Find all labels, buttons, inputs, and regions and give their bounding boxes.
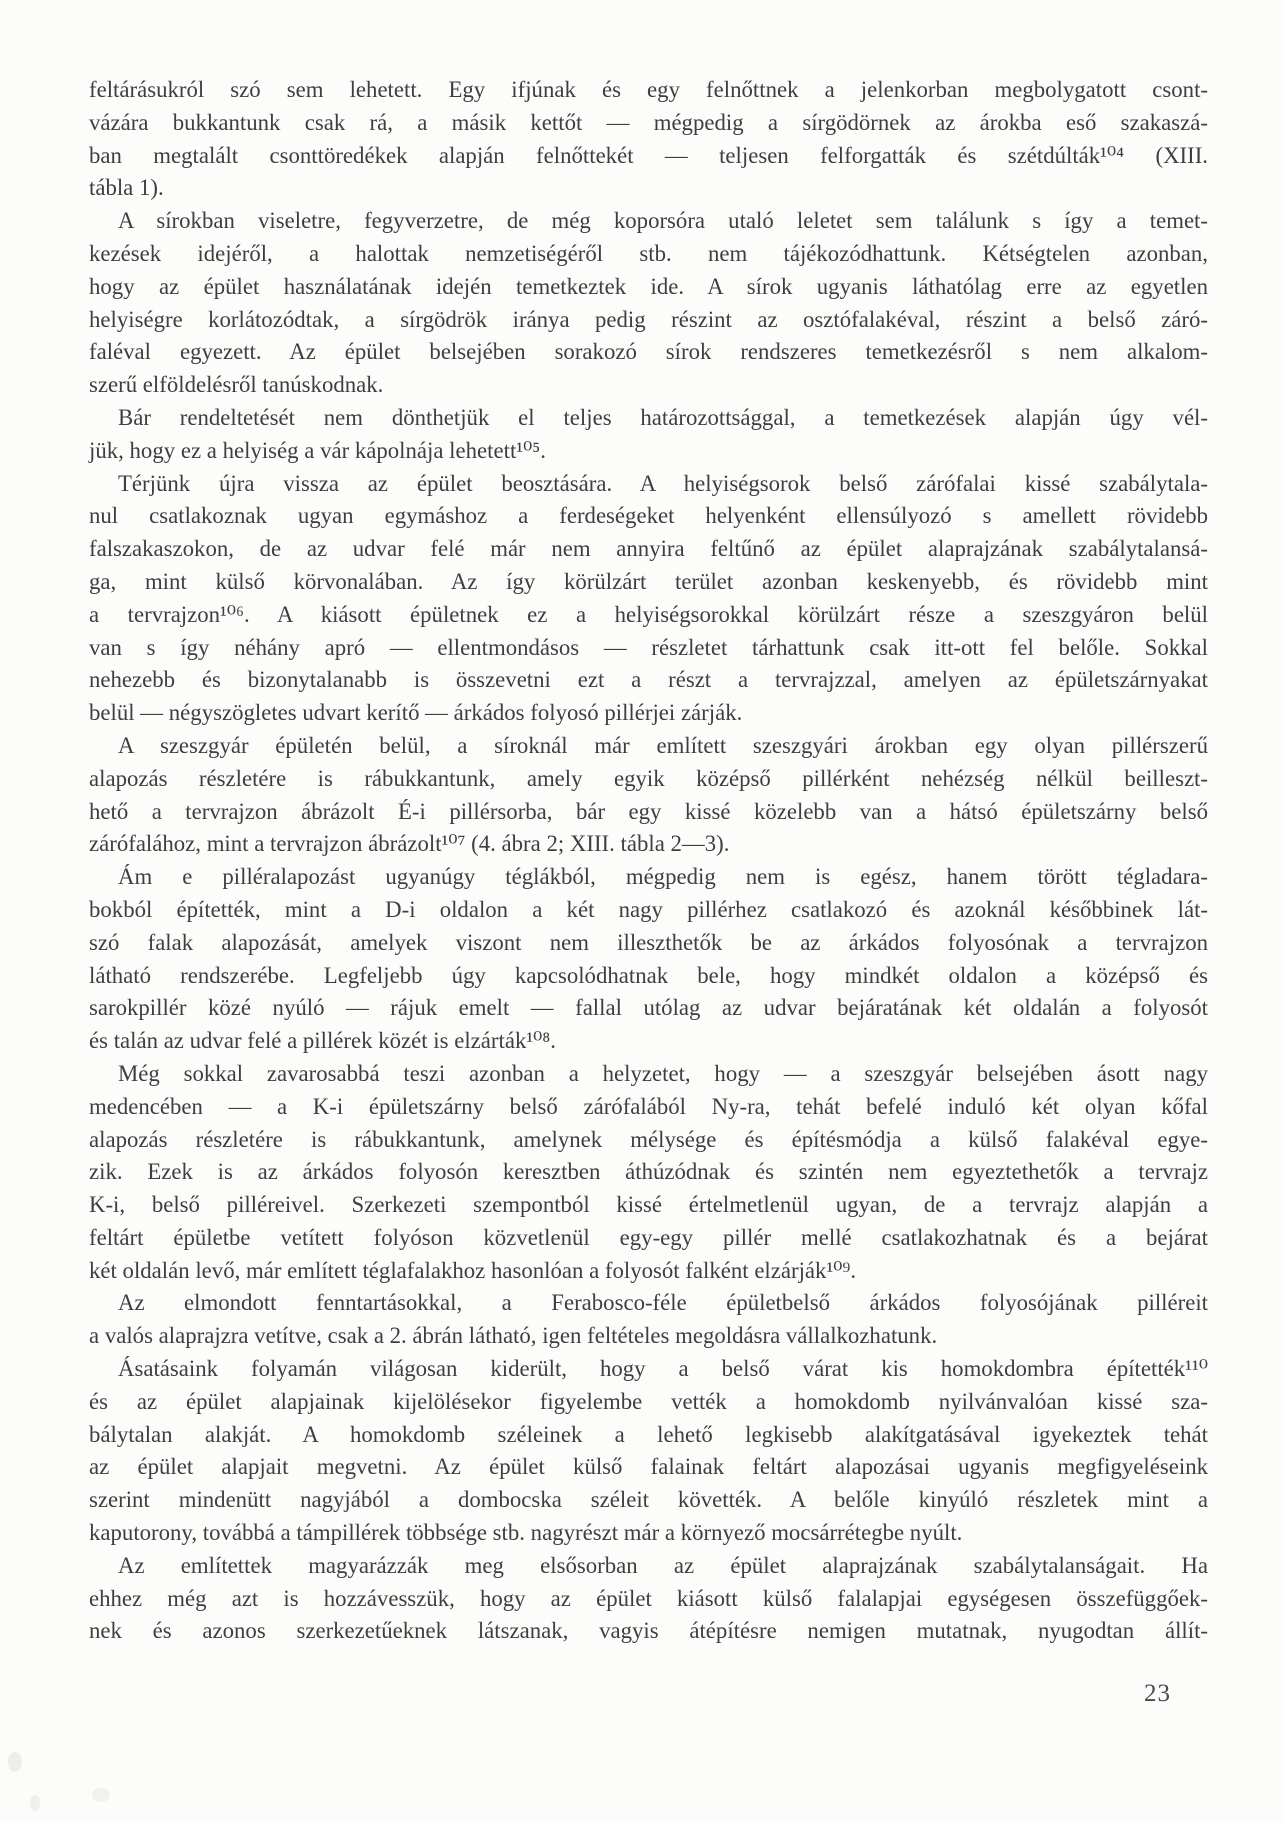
text-line: Még sokkal zavarosabbá teszi azonban a helyzetet, hogy — a szeszgyár belsejében ásott nagy	[118, 1060, 1208, 1086]
text-line: feltárásukról szó sem lehetett. Egy ifjúnak és egy felnőttnek a jelenkorban megbolygatott csont-	[89, 77, 1208, 102]
paragraph	[89, 402, 1208, 468]
text-line: nek és azonos szerkezetűeknek látszanak, vagyis átépítésre nemigen mutatnak, nyugodtan állít-	[89, 1618, 1208, 1644]
text-line: Az említettek magyarázzák meg elsősorban az épület alaprajzának szabálytalanságait. Ha	[118, 1552, 1208, 1578]
text-line: alapozás részletére is rábukkantunk, amelynek mélysége és építésmódja a külső falakéval egye-	[89, 1126, 1208, 1152]
text-line: K-i, belső pilléreivel. Szerkezeti szempontból kissé értelmetlenül ugyan, de a tervrajz alapján a	[89, 1192, 1208, 1218]
scan-speck	[8, 1752, 22, 1772]
text-line: medencében — a K-i épületszárny belső zárófalából Ny-ra, tehát befelé induló két olyan kőfal	[89, 1093, 1208, 1119]
paragraph	[89, 1550, 1208, 1648]
paragraph	[89, 1058, 1208, 1288]
paragraph	[89, 468, 1208, 730]
text-line: faléval egyezett. Az épület belsejében sorakozó sírok rendszeres temetkezésről s nem alkalom-	[89, 339, 1208, 365]
paragraph	[89, 205, 1208, 402]
text-line: helyiségre korlátozódtak, a sírgödrök iránya pedig részint az osztófalakéval, részint a belső záró-	[89, 306, 1208, 332]
page-number: 23	[1144, 1680, 1171, 1707]
text-line: szerű elföldelésről tanúskodnak.	[89, 372, 384, 398]
scan-speck	[30, 1795, 40, 1811]
paragraph	[89, 74, 1208, 205]
paragraph	[89, 861, 1208, 1058]
text-line: Az elmondott fenntartásokkal, a Ferabosco-féle épületbelső árkádos folyosójának pilléreit	[118, 1290, 1208, 1316]
text-line: kaputorony, továbbá a támpillérek többsége stb. nagyrészt már a környező mocsárrétegbe nyúlt.	[89, 1520, 963, 1546]
text-line: vázára bukkantunk csak rá, a másik kettőt — mégpedig a sírgödörnek az árokba eső szakaszá-	[89, 109, 1208, 135]
text-block	[89, 74, 1208, 1648]
text-line: zik. Ezek is az árkádos folyosón keresztben áthúzódnak és szintén nem egyeztethetők a tervrajz	[89, 1159, 1208, 1185]
text-line: A szeszgyár épületén belül, a síroknál már említett szeszgyári árokban egy olyan pillérszerű	[118, 732, 1208, 758]
text-line: ehhez még azt is hozzávesszük, hogy az épület kiásott külső falalapjai egységesen összefüggőek-	[89, 1585, 1208, 1611]
text-line: szó falak alapozását, amelyek viszont nem illeszthetők be az árkádos folyosónak a tervrajzon	[89, 929, 1208, 955]
scan-speck	[92, 1788, 110, 1802]
text-line: zárófalához, mint a tervrajzon ábrázolt¹⁰⁷ (4. ábra 2; XIII. tábla 2—3).	[89, 831, 730, 857]
text-line: Bár rendeltetését nem dönthetjük el teljes határozottsággal, a temetkezések alapján úgy vél-	[118, 404, 1208, 430]
text-line: látható rendszerébe. Legfeljebb úgy kapcsolódhatnak bele, hogy mindkét oldalon a középső és	[89, 962, 1208, 988]
text-line: nul csatlakoznak ugyan egymáshoz a ferdeségeket helyenként ellensúlyozó s amellett rövidebb	[89, 503, 1208, 529]
text-line: a tervrajzon¹⁰⁶. A kiásott épületnek ez a helyiségsorokkal körülzárt része a szeszgyáron belül	[89, 601, 1208, 627]
text-line: ga, mint külső körvonalában. Az így körülzárt terület azonban keskenyebb, és rövidebb mint	[89, 568, 1208, 594]
text-line: falszakaszokon, de az udvar felé már nem annyira feltűnő az épület alaprajzának szabálytalansá-	[89, 536, 1208, 562]
text-line: és az épület alapjainak kijelölésekor figyelembe vették a homokdomb nyilvánvalóan kissé sza-	[89, 1388, 1208, 1414]
text-line: és talán az udvar felé a pillérek közét is elzárták¹⁰⁸.	[89, 1028, 556, 1054]
text-line: belül — négyszögletes udvart kerítő — árkádos folyosó pillérjei zárják.	[89, 700, 743, 726]
paragraph	[89, 1353, 1208, 1550]
text-line: a valós alaprajzra vetítve, csak a 2. ábrán látható, igen feltételes megoldásra vállalkozhatunk.	[89, 1323, 938, 1349]
text-line: van s így néhány apró — ellentmondásos — részletet tárhattunk csak itt-ott fel belőle. Sokkal	[89, 634, 1208, 660]
text-line: jük, hogy ez a helyiség a vár kápolnája lehetett¹⁰⁵.	[89, 437, 546, 463]
text-line: tábla 1).	[89, 175, 164, 201]
text-line: bálytalan alakját. A homokdomb széleinek a lehető legkisebb alakítgatásával igyekeztek tehát	[89, 1421, 1208, 1447]
text-line: feltárt épületbe vetített folyóson közvetlenül egy-egy pillér mellé csatlakozhatnak és a bejárat	[89, 1224, 1208, 1250]
text-line: bokból építették, mint a D-i oldalon a két nagy pillérhez csatlakozó és azoknál későbbinek lát-	[89, 896, 1208, 922]
text-line: Ásatásaink folyamán világosan kiderült, hogy a belső várat kis homokdombra építették¹¹⁰	[118, 1356, 1208, 1382]
text-line: A sírokban viseletre, fegyverzetre, de még koporsóra utaló leletet sem találunk s így a temet-	[118, 208, 1208, 234]
text-line: szerint mindenütt nagyjából a dombocska széleit követték. A belőle kinyúló részletek mint a	[89, 1487, 1208, 1513]
text-line: az épület alapjait megvetni. Az épület külső falainak feltárt alapozásai ugyanis megfigyeléseink	[89, 1454, 1208, 1480]
paragraph	[89, 1287, 1208, 1353]
text-line: Ám e pilléralapozást ugyanúgy téglákból, mégpedig nem is egész, hanem törött tégladara-	[118, 864, 1208, 890]
text-line: ban megtalált csonttöredékek alapján felnőttekét — teljesen felforgatták és szétdúlták¹⁰⁴ (XIII.	[89, 142, 1208, 168]
text-line: hető a tervrajzon ábrázolt É-i pillérsorba, bár egy kissé közelebb van a hátsó épületszárny belső	[89, 798, 1208, 824]
text-line: kezések idejéről, a halottak nemzetiségéről stb. nem tájékozódhattunk. Kétségtelen azonban,	[89, 240, 1208, 266]
text-line: hogy az épület használatának idején temetkeztek ide. A sírok ugyanis láthatólag erre az egyetlen	[89, 273, 1208, 299]
text-line: sarokpillér közé nyúló — rájuk emelt — fallal utólag az udvar bejáratának két oldalán a folyosót	[89, 995, 1208, 1021]
text-line: Térjünk újra vissza az épület beosztására. A helyiségsorok belső zárófalai kissé szabálytala-	[118, 470, 1208, 496]
text-line: két oldalán levő, már említett téglafalakhoz hasonlóan a folyosót falként elzárják¹⁰⁹.	[89, 1257, 857, 1283]
paragraph	[89, 730, 1208, 861]
text-line: nehezebb és bizonytalanabb is összevetni ezt a részt a tervrajzzal, amelyen az épületszárnyakat	[89, 667, 1208, 693]
text-line: alapozás részletére is rábukkantunk, amely egyik középső pillérként nehézség nélkül beilleszt-	[89, 765, 1208, 791]
